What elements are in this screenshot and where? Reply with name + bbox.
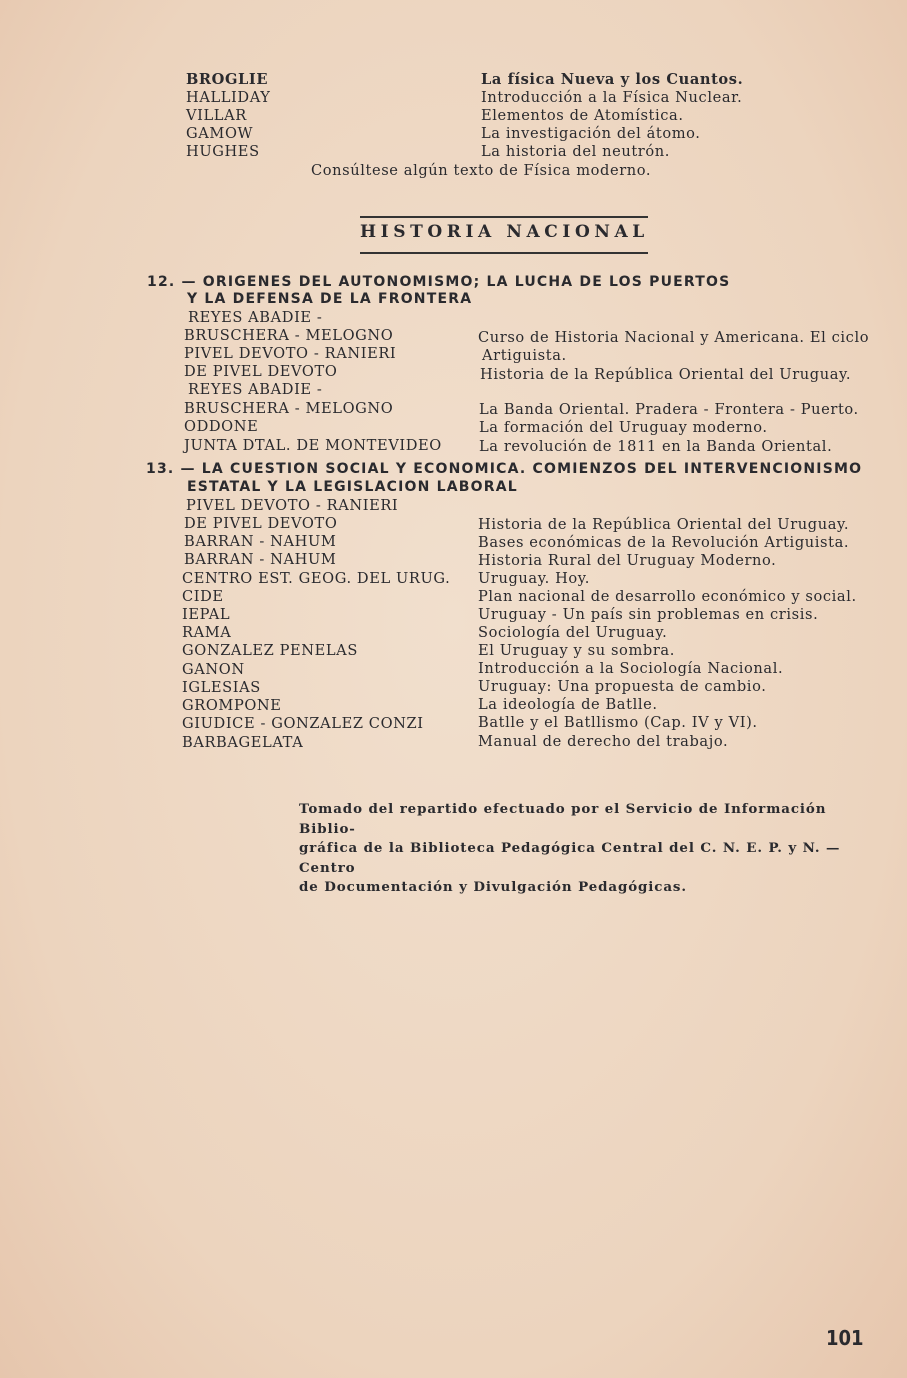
ref-author: HUGHES [186, 143, 260, 160]
source-note [299, 800, 869, 898]
book-title: Historia de la República Oriental del Uruguay. [478, 516, 850, 533]
author: GIUDICE - GONZALEZ CONZI [182, 715, 424, 732]
section-13-title: 13. — LA CUESTION SOCIAL Y ECONOMICA. COMIENZOS DEL INTERVENCIONISMO [146, 461, 863, 477]
section-13-subtitle: ESTATAL Y LA LEGISLACION LABORAL [187, 479, 518, 495]
book-title: Uruguay - Un país sin problemas en crisis. [478, 606, 819, 623]
ref-author: VILLAR [186, 107, 247, 124]
book-title: Introducción a la Sociología Nacional. [478, 660, 784, 677]
book-title: Plan nacional de desarrollo económico y social. [478, 588, 857, 605]
author: DE PIVEL DEVOTO [184, 515, 338, 532]
book-title: Curso de Historia Nacional y Americana. El ciclo [478, 329, 870, 346]
author: PIVEL DEVOTO - RANIERI [186, 497, 399, 514]
top-note: Consúltese algún texto de Física moderno. [311, 162, 652, 179]
ref-author: HALLIDAY [186, 89, 271, 106]
section-12-subtitle: Y LA DEFENSA DE LA FRONTERA [187, 291, 473, 307]
ref-title: Elementos de Atomística. [481, 107, 684, 124]
book-title: Historia Rural del Uruguay Moderno. [478, 552, 777, 569]
book-title: Batlle y el Batllismo (Cap. IV y VI). [478, 714, 758, 731]
section-12-title: 12. — ORIGENES DEL AUTONOMISMO; LA LUCHA DE LOS PUERTOS [147, 274, 731, 290]
author: BARRAN - NAHUM [184, 533, 337, 550]
author: REYES ABADIE - [188, 381, 323, 398]
page-number: 101 [826, 1326, 864, 1350]
author: CENTRO EST. GEOG. DEL URUG. [182, 570, 451, 587]
author: BARBAGELATA [182, 734, 304, 751]
author: REYES ABADIE - [188, 309, 323, 326]
author: CIDE [182, 588, 224, 605]
book-title: Artiguista. [482, 347, 567, 364]
book-title: La formación del Uruguay moderno. [479, 419, 768, 436]
author: BRUSCHERA - MELOGNO [184, 400, 394, 417]
ref-title: La física Nueva y los Cuantos. [481, 71, 744, 88]
book-title: El Uruguay y su sombra. [478, 642, 675, 659]
book-title: La ideología de Batlle. [478, 696, 658, 713]
author: IEPAL [182, 606, 231, 623]
source-note-line: de Documentación y Divulgación Pedagógicas. [299, 879, 687, 895]
section-heading: HISTORIA NACIONAL [360, 222, 649, 242]
author: GONZALEZ PENELAS [182, 642, 358, 659]
heading-rule-bottom [360, 252, 648, 254]
author: PIVEL DEVOTO - RANIERI [184, 345, 397, 362]
ref-author: BROGLIE [186, 71, 269, 88]
book-title: Uruguay: Una propuesta de cambio. [478, 678, 767, 695]
author: GROMPONE [182, 697, 282, 714]
book-title: La revolución de 1811 en la Banda Oriental. [479, 438, 833, 455]
heading-rule-top [360, 216, 648, 218]
author: BRUSCHERA - MELOGNO [184, 327, 394, 344]
author: ODDONE [184, 418, 259, 435]
book-title: Bases económicas de la Revolución Artiguista. [478, 534, 850, 551]
book-title: La Banda Oriental. Pradera - Frontera - Puerto. [479, 401, 859, 418]
author: RAMA [182, 624, 232, 641]
book-title: Sociología del Uruguay. [478, 624, 668, 641]
source-note-line: gráfica de la Biblioteca Pedagógica Central del C. N. E. P. y N. — Centro [299, 840, 841, 876]
source-note-line: Tomado del repartido efectuado por el Servicio de Información Biblio- [299, 801, 827, 837]
author: DE PIVEL DEVOTO [184, 363, 338, 380]
book-title: Historia de la República Oriental del Uruguay. [480, 366, 852, 383]
author: IGLESIAS [182, 679, 261, 696]
author: BARRAN - NAHUM [184, 551, 337, 568]
author: GANON [182, 661, 245, 678]
ref-title: La historia del neutrón. [481, 143, 671, 160]
book-title: Manual de derecho del trabajo. [478, 733, 729, 750]
ref-author: GAMOW [186, 125, 254, 142]
ref-title: La investigación del átomo. [481, 125, 701, 142]
book-title: Uruguay. Hoy. [478, 570, 590, 587]
ref-title: Introducción a la Física Nuclear. [481, 89, 743, 106]
author: JUNTA DTAL. DE MONTEVIDEO [184, 437, 442, 454]
